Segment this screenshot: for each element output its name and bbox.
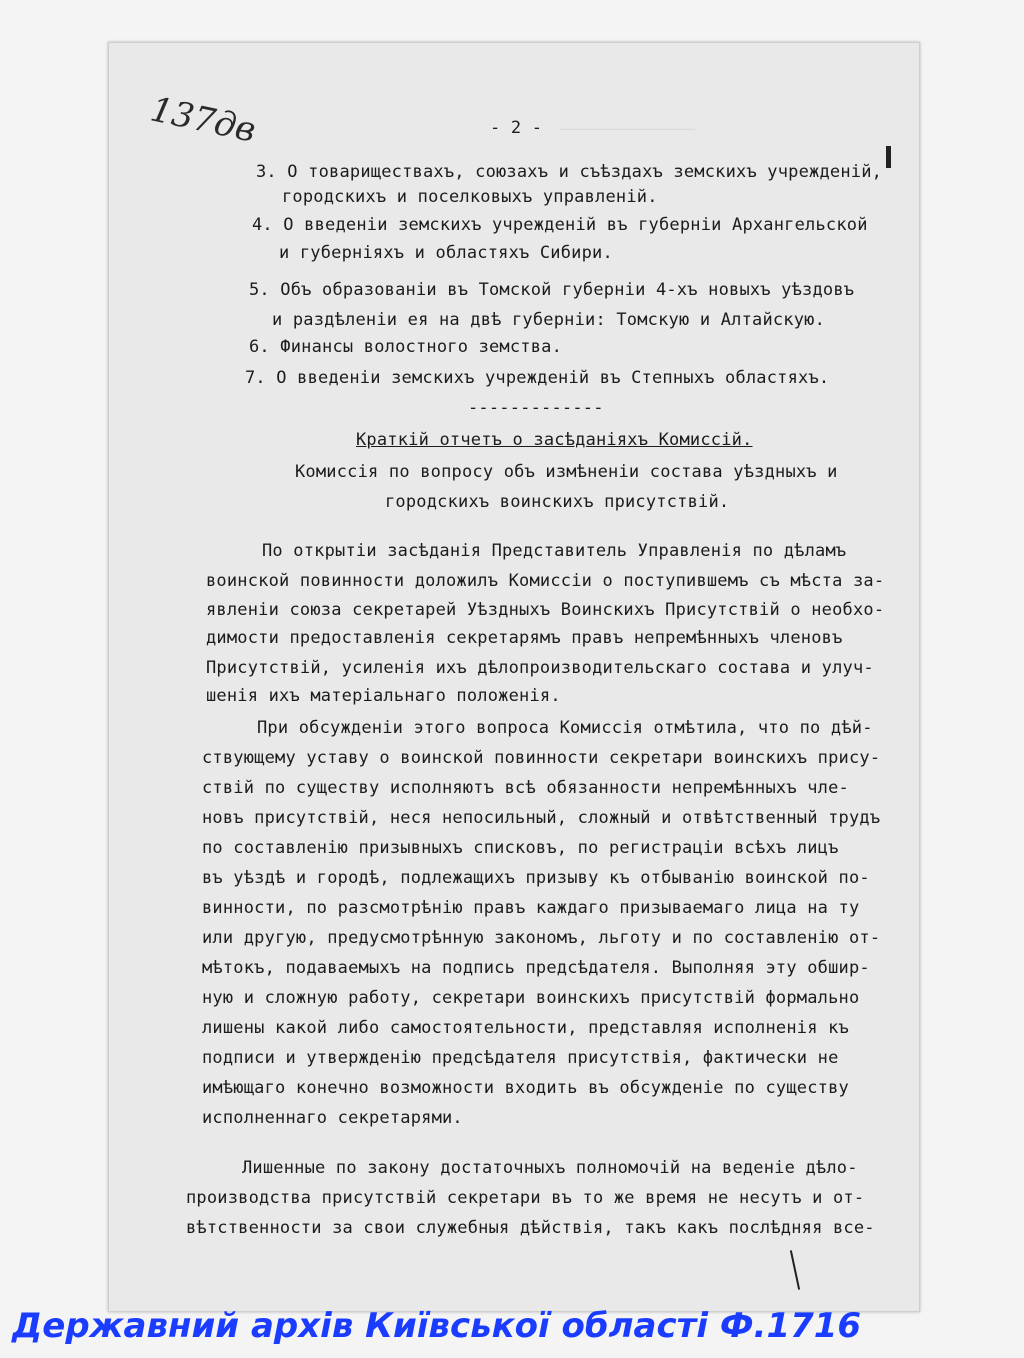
paragraph3-line: Лишенные по закону достаточныхъ полномочій на веденіе дѣло- xyxy=(242,1158,858,1178)
section-title: Краткій отчетъ о засѣданіяхъ Комиссій. xyxy=(356,430,753,450)
list-item-7-line1: 7. О введеніи земскихъ учрежденій въ Степныхъ областяхъ. xyxy=(245,368,830,388)
paragraph2-line: ствій по существу исполняютъ всѣ обязанности непремѣнныхъ чле- xyxy=(202,778,849,798)
list-item-3-line1: 3. О товариществахъ, союзахъ и съѣздахъ земскихъ учрежденій, xyxy=(256,162,883,182)
list-item-4-line1: 4. О введеніи земскихъ учрежденій въ губерніи Архангельской xyxy=(252,215,868,235)
paragraph2-line: имѣющаго конечно возможности входить въ обсужденіе по существу xyxy=(202,1078,849,1098)
paragraph2-line: винности, по разсмотрѣнію правъ каждаго призываемаго лица на ту xyxy=(202,898,860,918)
separator-line: ------------- xyxy=(468,398,604,418)
paragraph2-line: или другую, предусмотрѣнную закономъ, льготу и по составленію от- xyxy=(202,928,881,948)
list-item-5-line1: 5. Объ образованіи въ Томской губерніи 4-хъ новыхъ уѣздовъ xyxy=(249,280,855,300)
list-item-3-line2: городскихъ и поселковыхъ управленій. xyxy=(282,187,658,207)
paragraph2-line: въ уѣздѣ и городѣ, подлежащихъ призыву къ отбыванію воинской по- xyxy=(202,868,870,888)
paragraph2-line: по составленію призывныхъ списковъ, по регистраціи всѣхъ лицъ xyxy=(202,838,839,858)
handwritten-archive-note: 137дв xyxy=(147,89,260,151)
paragraph1-line: шенія ихъ матеріальнаго положенія. xyxy=(206,686,561,706)
paragraph1-line: димости предоставленія секретарямъ правъ непремѣнныхъ членовъ xyxy=(206,628,843,648)
ink-mark xyxy=(886,146,891,168)
bleed-through-text: ────────────── xyxy=(560,120,695,139)
paragraph1-line: явленіи союза секретарей Уѣздныхъ Воинскихъ Присутствій о необхо- xyxy=(206,600,885,620)
paragraph1-line: Присутствій, усиленія ихъ дѣлопроизводительскаго состава и улуч- xyxy=(206,658,874,678)
paragraph2-line: подписи и утвержденію предсѣдателя присутствія, фактически не xyxy=(202,1048,839,1068)
paragraph2-line: При обсужденіи этого вопроса Комиссія отмѣтила, что по дѣй- xyxy=(257,718,873,738)
list-item-5-line2: и раздѣленіи ея на двѣ губерніи: Томскую и Алтайскую. xyxy=(272,310,826,330)
archive-watermark: Державний архів Київської області Ф.1716 xyxy=(12,1306,862,1346)
paragraph2-line: новъ присутствій, неся непосильный, сложный и отвѣтственный трудъ xyxy=(202,808,881,828)
paragraph2-line: исполненнаго секретарями. xyxy=(202,1108,463,1128)
list-item-6-line1: 6. Финансы волостного земства. xyxy=(249,337,563,357)
paragraph1-line: По открытіи засѣданія Представитель Управленія по дѣламъ xyxy=(262,541,847,561)
paragraph2-line: мѣтокъ, подаваемыхъ на подпись предсѣдателя. Выполняя эту обшир- xyxy=(202,958,870,978)
commission-title-line1: Комиссія по вопросу объ измѣненіи состава уѣздныхъ и xyxy=(295,462,838,482)
paragraph3-line: вѣтственности за свои служебныя дѣйствія, такъ какъ послѣдняя все- xyxy=(186,1218,875,1238)
paragraph1-line: воинской повинности доложилъ Комиссіи о поступившемъ съ мѣста за- xyxy=(206,571,885,591)
paragraph2-line: лишены какой либо самостоятельности, представляя исполненія къ xyxy=(202,1018,849,1038)
paragraph3-line: производства присутствій секретари въ то же время не несутъ и от- xyxy=(186,1188,865,1208)
paragraph2-line: ствующему уставу о воинской повинности секретари воинскихъ прису- xyxy=(202,748,881,768)
list-item-4-line2: и губерніяхъ и областяхъ Сибири. xyxy=(279,243,613,263)
commission-title-line2: городскихъ воинскихъ присутствій. xyxy=(385,492,730,512)
page-number: - 2 - xyxy=(490,118,543,138)
paragraph2-line: ную и сложную работу, секретари воинскихъ присутствій формально xyxy=(202,988,860,1008)
